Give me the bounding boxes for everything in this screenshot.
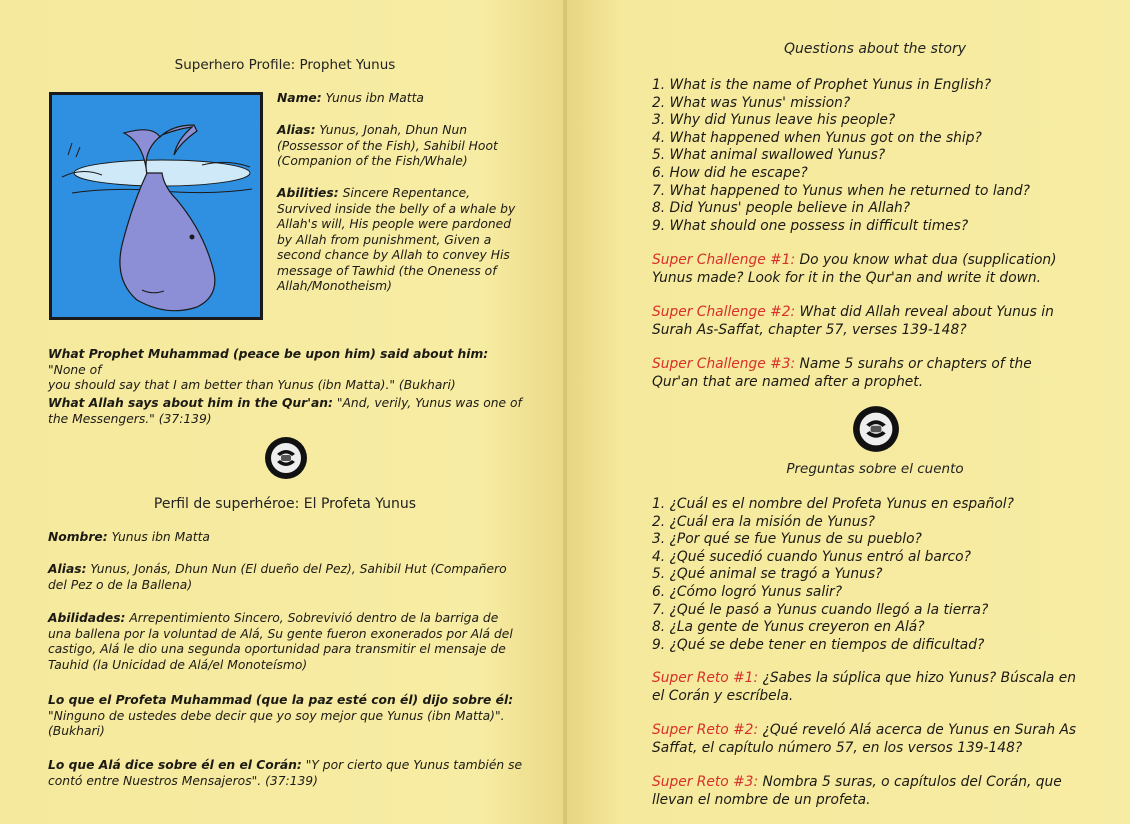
challenge-label: Super Reto #2: [652, 722, 759, 738]
es-name-value: Yunus ibn Matta [111, 530, 210, 544]
profile-name [277, 91, 532, 107]
challenge-text: ¿Qué reveló Alá acerca de Yunus en Surah As [758, 722, 1077, 738]
abilities-line: Survived inside the belly of a whale by [277, 201, 516, 216]
question-item: 2. ¿Cuál era la misión de Yunus? [652, 513, 875, 530]
question-item: 5. What animal swallowed Yunus? [652, 147, 886, 164]
profile-title-es: Perfil de superhéroe: El Profeta Yunus [153, 496, 417, 512]
question-item: 3. ¿Por qué se fue Yunus de su pueblo? [652, 531, 922, 548]
es-abilities [48, 611, 528, 673]
question-item: 1. What is the name of Prophet Yunus in English? [652, 77, 992, 93]
challenge-text: llevan el nombre de un profeta. [652, 792, 871, 808]
quote-text: "Ninguno de ustedes debe decir que yo soy mejor que Yunus (ibn Matta)". [48, 708, 505, 723]
quote-text: "And, verily, Yunus was one of [332, 396, 522, 410]
challenge-label: Super Challenge #3: [652, 356, 796, 372]
question-item: 9. What should one possess in difficult times? [652, 217, 969, 234]
abilities-line: Sincere Repentance, [342, 186, 471, 200]
question-item: 8. ¿La gente de Yunus creyeron en Alá? [652, 619, 925, 636]
question-item: 5. ¿Qué animal se tragó a Yunus? [652, 566, 883, 583]
super-reto-1 [652, 669, 1102, 705]
superhero-logo-icon [852, 405, 900, 453]
challenge-text: What did Allah reveal about Yunus in [795, 304, 1054, 320]
es-alias [48, 562, 528, 593]
challenge-label: Super Reto #1: [652, 670, 759, 686]
es-alias-line: Yunus, Jonás, Dhun Nun (El dueño del Pez), Sahibil Hut (Compañero [90, 562, 507, 576]
challenge-text: ¿Sabes la súplica que hizo Yunus? Búscala en [758, 670, 1076, 686]
questions-title-en: Questions about the story [783, 41, 967, 57]
muhammad-label: What Prophet Muhammad (peace be upon him) said about him: [48, 347, 489, 361]
questions-list-en [652, 77, 1092, 235]
super-challenge-1 [652, 251, 1102, 287]
challenge-text: el Corán y escríbela. [652, 688, 794, 704]
challenge-label: Super Reto #3: [652, 774, 759, 790]
es-alias-label: Alias: [48, 562, 87, 576]
super-challenge-2 [652, 303, 1102, 339]
profile-title-en: Superhero Profile: Prophet Yunus [174, 57, 396, 73]
es-alias-line: del Pez o de la Ballena) [48, 577, 193, 592]
abilities-label: Abilities: [277, 186, 339, 200]
challenge-text: Qur'an that are named after a prophet. [652, 374, 924, 390]
quote-text: "None of [48, 362, 102, 377]
question-item: 3. Why did Yunus leave his people? [652, 112, 896, 129]
alias-line: Yunus, Jonah, Dhun Nun [319, 123, 468, 137]
quote-text: contó entre Nuestros Mensajeros". (37:139) [48, 773, 318, 788]
abilities-line: message of Tawhid (the Oneness of [277, 263, 497, 278]
es-name-label: Nombre: [48, 530, 108, 544]
profile-alias [277, 123, 532, 170]
question-item: 6. How did he escape? [652, 164, 808, 181]
question-item: 2. What was Yunus' mission? [652, 94, 851, 111]
challenge-text: Nombra 5 suras, o capítulos del Corán, que [758, 774, 1062, 790]
super-reto-3 [652, 773, 1102, 809]
challenge-label: Super Challenge #2: [652, 304, 796, 320]
quote-text: "Y por cierto que Yunus también se [301, 758, 523, 772]
abilities-line: second chance by Allah to convey His [277, 248, 510, 262]
es-quran-quote [48, 758, 528, 789]
alias-line: (Companion of the Fish/Whale) [277, 154, 468, 168]
question-item: 6. ¿Cómo logró Yunus salir? [652, 583, 843, 600]
muhammad-quote-en [48, 347, 528, 394]
abilities-line: Allah/Monotheism) [277, 279, 392, 293]
name-label: Name: [277, 91, 322, 105]
super-reto-2 [652, 721, 1102, 757]
questions-title-es: Preguntas sobre el cuento [786, 461, 964, 477]
es-quran-label: Lo que Alá dice sobre él en el Corán: [48, 758, 302, 772]
challenge-text: Yunus made? Look for it in the Qur'an and write it down. [652, 270, 1042, 286]
abilities-line: Allah's will, His people were pardoned [277, 217, 512, 231]
es-abilities-line: Tauhid (la Unicidad de Alá/el Monoteísmo) [48, 657, 308, 672]
profile-abilities [277, 186, 532, 295]
challenge-label: Super Challenge #1: [652, 252, 796, 268]
quote-text: you should say that I am better than Yunus (ibn Matta)." (Bukhari) [48, 378, 456, 392]
question-item: 1. ¿Cuál es el nombre del Profeta Yunus en español? [652, 496, 1014, 512]
question-item: 4. What happened when Yunus got on the ship? [652, 129, 982, 146]
question-item: 4. ¿Qué sucedió cuando Yunus entró al barco? [652, 548, 971, 565]
es-muhammad-quote [48, 693, 528, 740]
es-name [48, 530, 528, 546]
quran-quote-en [48, 396, 528, 427]
es-abilities-line: castigo, Alá le dio una segunda oportunidad para transmitir el mensaje de [48, 642, 506, 656]
quote-text: (Bukhari) [48, 724, 105, 738]
question-item: 8. Did Yunus' people believe in Allah? [652, 200, 911, 217]
questions-list-es [652, 496, 1092, 654]
question-item: 7. What happened to Yunus when he returned to land? [652, 182, 1030, 199]
es-muhammad-label: Lo que el Profeta Muhammad (que la paz esté con él) dijo sobre él: [48, 693, 514, 707]
es-abilities-line: Arrepentimiento Sincero, Sobrevivió dentro de la barriga de [129, 611, 499, 625]
quran-label: What Allah says about him in the Qur'an: [48, 396, 333, 410]
quote-text: the Messengers." (37:139) [48, 411, 212, 426]
es-abilities-line: una ballena por la voluntad de Alá, Su gente fueron exonerados por Alá del [48, 626, 513, 641]
alias-label: Alias: [277, 123, 316, 137]
super-challenge-3 [652, 355, 1102, 391]
challenge-text: Do you know what dua (supplication) [795, 252, 1057, 268]
question-item: 7. ¿Qué le pasó a Yunus cuando llegó a la tierra? [652, 601, 989, 618]
name-value: Yunus ibn Matta [325, 91, 424, 105]
es-abilities-label: Abilidades: [48, 611, 126, 625]
challenge-text: Surah As-Saffat, chapter 57, verses 139-148? [652, 322, 967, 338]
abilities-line: by Allah from punishment, Given a [277, 232, 492, 247]
book-gutter [563, 0, 567, 824]
whale-icon [52, 95, 260, 317]
challenge-text: Saffat, el capítulo número 57, en los versos 139-148? [652, 740, 1023, 756]
question-item: 9. ¿Qué se debe tener en tiempos de dificultad? [652, 636, 985, 653]
alias-line: (Possessor of the Fish), Sahibil Hoot [277, 138, 498, 153]
challenge-text: Name 5 surahs or chapters of the [795, 356, 1032, 372]
superhero-logo-icon [264, 436, 308, 480]
whale-illustration [49, 92, 263, 320]
